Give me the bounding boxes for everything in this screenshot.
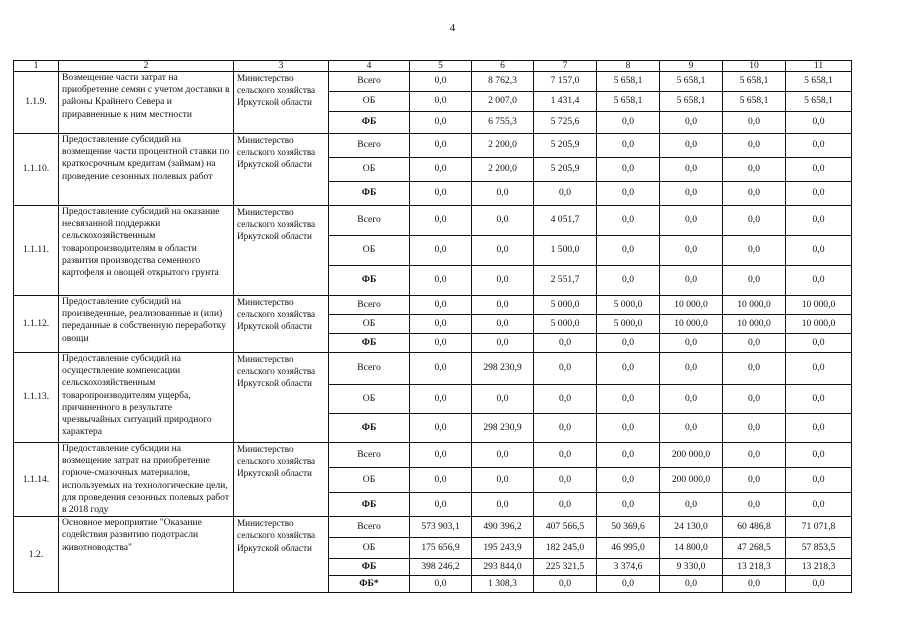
value-cell: 0,0: [786, 443, 852, 468]
value-cell: 5 658,1: [786, 92, 852, 112]
block-agency: Министерство сельского хозяйства Иркутской области: [234, 517, 329, 593]
value-cell: 10 000,0: [786, 315, 852, 334]
block-agency: Министерство сельского хозяйства Иркутской области: [234, 206, 329, 296]
value-cell: 175 656,9: [410, 538, 472, 559]
value-cell: 0,0: [534, 334, 597, 353]
value-cell: 0,0: [410, 414, 472, 443]
value-cell: 1 308,3: [472, 576, 534, 593]
value-cell: 225 321,5: [534, 559, 597, 576]
header-cell: 7: [534, 61, 597, 72]
value-cell: 0,0: [534, 182, 597, 206]
funding-source: ОБ: [329, 236, 410, 266]
value-cell: 0,0: [723, 385, 786, 414]
value-cell: 0,0: [472, 468, 534, 493]
value-cell: 0,0: [410, 296, 472, 315]
value-cell: 0,0: [786, 112, 852, 134]
value-cell: 10 000,0: [786, 296, 852, 315]
block-title: Предоставление субсидий на оказание несвязанной поддержки сельскохозяйственным товаропроизводителям в области развития производства семенного картофеля и овощей открытого грунта: [59, 206, 234, 296]
value-cell: 5 658,1: [660, 72, 723, 92]
table-row: [14, 134, 852, 158]
funding-source: ОБ: [329, 315, 410, 334]
value-cell: 0,0: [660, 414, 723, 443]
funding-source: Всего: [329, 443, 410, 468]
value-cell: 0,0: [597, 493, 660, 517]
funding-source: Всего: [329, 517, 410, 538]
value-cell: 0,0: [597, 182, 660, 206]
block-code: 1.1.14.: [14, 443, 59, 517]
value-cell: 200 000,0: [660, 468, 723, 493]
value-cell: 0,0: [786, 576, 852, 593]
value-cell: 0,0: [534, 493, 597, 517]
value-cell: 0,0: [534, 385, 597, 414]
block-title: Предоставление субсидий на возмещение части процентной ставки по краткосрочным кредитам (займам) на проведение сезонных полевых работ: [59, 134, 234, 206]
value-cell: 0,0: [723, 414, 786, 443]
table-row: [14, 517, 852, 538]
value-cell: 0,0: [597, 158, 660, 182]
value-cell: 0,0: [723, 236, 786, 266]
value-cell: 0,0: [597, 112, 660, 134]
value-cell: 0,0: [660, 266, 723, 296]
value-cell: 195 243,9: [472, 538, 534, 559]
funding-source: ФБ: [329, 493, 410, 517]
value-cell: 0,0: [660, 206, 723, 236]
value-cell: 0,0: [597, 414, 660, 443]
value-cell: 0,0: [660, 353, 723, 385]
value-cell: 2 007,0: [472, 92, 534, 112]
value-cell: 5 658,1: [597, 72, 660, 92]
block-code: 1.1.9.: [14, 72, 59, 134]
block-code: 1.1.13.: [14, 353, 59, 443]
value-cell: 7 157,0: [534, 72, 597, 92]
value-cell: 14 800,0: [660, 538, 723, 559]
value-cell: 0,0: [786, 334, 852, 353]
funding-source: ФБ: [329, 266, 410, 296]
value-cell: 5 205,9: [534, 158, 597, 182]
value-cell: 200 000,0: [660, 443, 723, 468]
value-cell: 0,0: [786, 182, 852, 206]
value-cell: 0,0: [597, 353, 660, 385]
value-cell: 0,0: [534, 576, 597, 593]
block-title: Возмещение части затрат на приобретение семян с учетом доставки в районы Крайнего Севера и приравненные к ним местности: [59, 72, 234, 134]
block-code: 1.1.11.: [14, 206, 59, 296]
value-cell: 5 205,9: [534, 134, 597, 158]
funding-source: ОБ: [329, 158, 410, 182]
funding-source: ФБ: [329, 334, 410, 353]
value-cell: 3 374,6: [597, 559, 660, 576]
value-cell: 0,0: [660, 236, 723, 266]
value-cell: 0,0: [660, 576, 723, 593]
value-cell: 0,0: [472, 315, 534, 334]
block-agency: Министерство сельского хозяйства Иркутской области: [234, 134, 329, 206]
funding-source: ОБ: [329, 468, 410, 493]
value-cell: 6 755,3: [472, 112, 534, 134]
value-cell: 0,0: [723, 182, 786, 206]
value-cell: 0,0: [660, 182, 723, 206]
value-cell: 60 486,8: [723, 517, 786, 538]
value-cell: 0,0: [723, 266, 786, 296]
block-code: 1.1.12.: [14, 296, 59, 353]
header-cell: 4: [329, 61, 410, 72]
value-cell: 0,0: [534, 353, 597, 385]
value-cell: 0,0: [472, 493, 534, 517]
value-cell: 0,0: [597, 134, 660, 158]
value-cell: 0,0: [723, 493, 786, 517]
funding-source: Всего: [329, 134, 410, 158]
value-cell: 0,0: [597, 334, 660, 353]
value-cell: 46 995,0: [597, 538, 660, 559]
value-cell: 0,0: [786, 468, 852, 493]
value-cell: 0,0: [786, 134, 852, 158]
value-cell: 5 725,6: [534, 112, 597, 134]
value-cell: 0,0: [534, 443, 597, 468]
funding-source: ФБ: [329, 414, 410, 443]
value-cell: 0,0: [597, 468, 660, 493]
header-cell: 3: [234, 61, 329, 72]
table-row: [14, 353, 852, 385]
value-cell: 0,0: [660, 134, 723, 158]
value-cell: 5 000,0: [534, 315, 597, 334]
funding-source: ФБ: [329, 112, 410, 134]
value-cell: 0,0: [410, 112, 472, 134]
value-cell: 0,0: [660, 158, 723, 182]
value-cell: 13 218,3: [723, 559, 786, 576]
value-cell: 407 566,5: [534, 517, 597, 538]
header-cell: 10: [723, 61, 786, 72]
block-agency: Министерство сельского хозяйства Иркутской области: [234, 296, 329, 353]
value-cell: 0,0: [410, 315, 472, 334]
header-row: [14, 61, 852, 72]
value-cell: 0,0: [472, 334, 534, 353]
value-cell: 0,0: [472, 206, 534, 236]
value-cell: 0,0: [410, 236, 472, 266]
value-cell: 0,0: [660, 493, 723, 517]
block-title: Предоставление субсидий на осуществление компенсации сельскохозяйственным товаропроизводителям ущерба, причиненного в результате чрезвычайных ситуаций природного характера: [59, 353, 234, 443]
value-cell: 0,0: [723, 353, 786, 385]
value-cell: 2 200,0: [472, 158, 534, 182]
value-cell: 0,0: [786, 353, 852, 385]
value-cell: 5 000,0: [597, 315, 660, 334]
value-cell: 0,0: [723, 206, 786, 236]
value-cell: 0,0: [472, 443, 534, 468]
value-cell: 10 000,0: [723, 315, 786, 334]
value-cell: 0,0: [410, 134, 472, 158]
value-cell: 0,0: [410, 72, 472, 92]
table-row: [14, 72, 852, 92]
table-row: [14, 443, 852, 468]
value-cell: 0,0: [723, 576, 786, 593]
value-cell: 0,0: [660, 112, 723, 134]
value-cell: 8 762,3: [472, 72, 534, 92]
value-cell: 0,0: [723, 468, 786, 493]
funding-source: ОБ: [329, 385, 410, 414]
funding-source: ФБ*: [329, 576, 410, 593]
value-cell: 50 369,6: [597, 517, 660, 538]
value-cell: 0,0: [786, 266, 852, 296]
value-cell: 2 551,7: [534, 266, 597, 296]
value-cell: 0,0: [786, 385, 852, 414]
table-row: [14, 296, 852, 315]
value-cell: 10 000,0: [660, 315, 723, 334]
value-cell: 0,0: [597, 385, 660, 414]
value-cell: 13 218,3: [786, 559, 852, 576]
value-cell: 0,0: [472, 385, 534, 414]
value-cell: 0,0: [472, 296, 534, 315]
value-cell: 298 230,9: [472, 353, 534, 385]
value-cell: 0,0: [597, 576, 660, 593]
block-agency: Министерство сельского хозяйства Иркутской области: [234, 443, 329, 517]
value-cell: 0,0: [723, 443, 786, 468]
value-cell: 0,0: [723, 134, 786, 158]
value-cell: 298 230,9: [472, 414, 534, 443]
value-cell: 0,0: [410, 576, 472, 593]
funding-source: ФБ: [329, 182, 410, 206]
value-cell: 71 071,8: [786, 517, 852, 538]
value-cell: 0,0: [597, 443, 660, 468]
page-number: 4: [449, 22, 456, 34]
value-cell: 0,0: [472, 266, 534, 296]
table-row: [14, 206, 852, 236]
header-cell: 1: [14, 61, 59, 72]
value-cell: 398 246,2: [410, 559, 472, 576]
funding-source: Всего: [329, 353, 410, 385]
funding-source: ОБ: [329, 538, 410, 559]
value-cell: 0,0: [410, 158, 472, 182]
value-cell: 293 844,0: [472, 559, 534, 576]
value-cell: 490 396,2: [472, 517, 534, 538]
block-agency: Министерство сельского хозяйства Иркутской области: [234, 353, 329, 443]
value-cell: 0,0: [786, 493, 852, 517]
funding-source: ОБ: [329, 92, 410, 112]
value-cell: 5 000,0: [534, 296, 597, 315]
value-cell: 4 051,7: [534, 206, 597, 236]
value-cell: 0,0: [410, 468, 472, 493]
value-cell: 0,0: [472, 182, 534, 206]
value-cell: 24 130,0: [660, 517, 723, 538]
value-cell: 5 658,1: [597, 92, 660, 112]
block-title: Предоставление субсидии на возмещение затрат на приобретение горюче-смазочных материалов, используемых на технологические цели, для проведения сезонных полевых работ в 2018 году: [59, 443, 234, 517]
value-cell: 0,0: [410, 334, 472, 353]
header-cell: 6: [472, 61, 534, 72]
value-cell: 5 658,1: [723, 72, 786, 92]
value-cell: 10 000,0: [660, 296, 723, 315]
value-cell: 0,0: [410, 385, 472, 414]
value-cell: 0,0: [786, 206, 852, 236]
value-cell: 0,0: [410, 493, 472, 517]
value-cell: 0,0: [472, 236, 534, 266]
value-cell: 0,0: [597, 206, 660, 236]
value-cell: 0,0: [786, 236, 852, 266]
value-cell: 57 853,5: [786, 538, 852, 559]
funding-source: ФБ: [329, 559, 410, 576]
value-cell: 1 431,4: [534, 92, 597, 112]
value-cell: 5 658,1: [660, 92, 723, 112]
value-cell: 0,0: [410, 206, 472, 236]
value-cell: 0,0: [660, 385, 723, 414]
block-code: 1.2.: [14, 517, 59, 593]
value-cell: 0,0: [410, 182, 472, 206]
value-cell: 0,0: [410, 92, 472, 112]
block-title: Предоставление субсидий на произведенные, реализованные и (или) переданные в собственную переработку овощи: [59, 296, 234, 353]
value-cell: 1 500,0: [534, 236, 597, 266]
value-cell: 9 330,0: [660, 559, 723, 576]
value-cell: 0,0: [534, 468, 597, 493]
value-cell: 0,0: [660, 334, 723, 353]
value-cell: 10 000,0: [723, 296, 786, 315]
value-cell: 0,0: [723, 112, 786, 134]
value-cell: 0,0: [597, 236, 660, 266]
block-agency: Министерство сельского хозяйства Иркутской области: [234, 72, 329, 134]
funding-source: Всего: [329, 72, 410, 92]
header-cell: 8: [597, 61, 660, 72]
block-title: Основное мероприятие "Оказание содействия развитию подотрасли животноводства": [59, 517, 234, 593]
value-cell: 0,0: [786, 414, 852, 443]
value-cell: 0,0: [410, 266, 472, 296]
value-cell: 5 000,0: [597, 296, 660, 315]
header-cell: 9: [660, 61, 723, 72]
value-cell: 0,0: [410, 443, 472, 468]
funding-source: Всего: [329, 296, 410, 315]
value-cell: 0,0: [723, 334, 786, 353]
value-cell: 5 658,1: [786, 72, 852, 92]
value-cell: 5 658,1: [723, 92, 786, 112]
header-cell: 5: [410, 61, 472, 72]
value-cell: 47 268,5: [723, 538, 786, 559]
header-cell: 11: [786, 61, 852, 72]
block-code: 1.1.10.: [14, 134, 59, 206]
value-cell: 0,0: [597, 266, 660, 296]
funding-source: Всего: [329, 206, 410, 236]
budget-table: [13, 60, 852, 593]
value-cell: 573 903,1: [410, 517, 472, 538]
value-cell: 0,0: [410, 353, 472, 385]
value-cell: 182 245,0: [534, 538, 597, 559]
header-cell: 2: [59, 61, 234, 72]
value-cell: 0,0: [723, 158, 786, 182]
value-cell: 2 200,0: [472, 134, 534, 158]
value-cell: 0,0: [786, 158, 852, 182]
value-cell: 0,0: [534, 414, 597, 443]
